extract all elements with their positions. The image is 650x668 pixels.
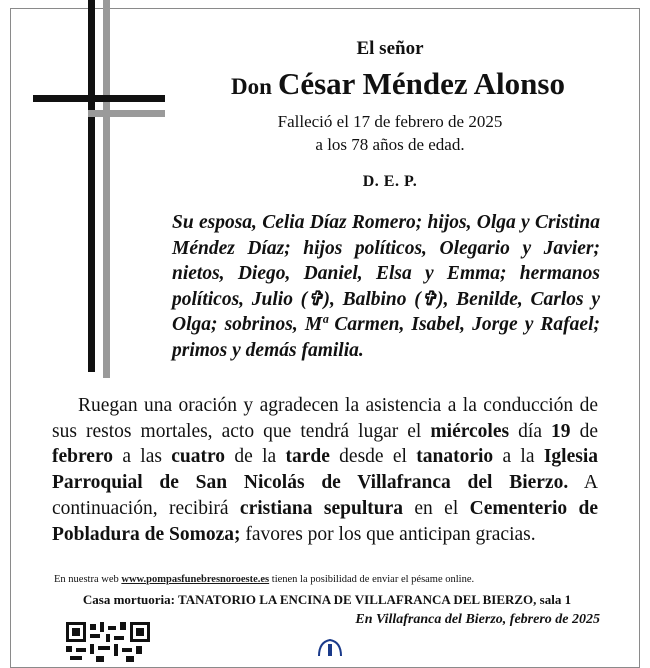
honorific: Don bbox=[231, 74, 272, 99]
mortuary-value: TANATORIO LA ENCINA DE VILLAFRANCA DEL BIERZO, sala 1 bbox=[178, 592, 572, 607]
condolence-web-note: En nuestra web www.pompasfunebresnoroeste.es tienen la posibilidad de enviar el pésame online. bbox=[54, 574, 475, 585]
intro-text: El señor bbox=[356, 38, 424, 59]
cross-vertical-gray bbox=[103, 0, 110, 378]
mortuary-info bbox=[54, 592, 600, 608]
website-link[interactable]: www.pompasfunebresnoroeste.es bbox=[121, 574, 270, 585]
date-of-death: Falleció el 17 de febrero de 2025 bbox=[277, 112, 503, 131]
place-and-date: En Villafranca del Bierzo, febrero de 2025 bbox=[355, 612, 600, 627]
cross-vertical-dark bbox=[88, 0, 95, 372]
qr-code-icon[interactable] bbox=[66, 622, 150, 662]
family-list: Su esposa, Celia Díaz Romero; hijos, Olga y Cristina Méndez Díaz; hijos políticos, Olegario y Javier; nietos, Diego, Daniel, Elsa y Emma; hermanos políticos, Julio (✞), Balbino (✞), Benilde, Carlos y Olga; sobrinos, Mª Carmen, Isabel, Jorge y Rafael; primos y demás familia. bbox=[172, 212, 600, 361]
rip-text: D. E. P. bbox=[362, 173, 418, 190]
cross-horizontal-dark bbox=[33, 95, 165, 102]
emblem-icon bbox=[315, 636, 345, 656]
cross-icon bbox=[0, 0, 170, 380]
service-details: Ruegan una oración y agradecen la asistencia a la conducción de sus restos mortales, acto que tendrá lugar el miércoles día 19 de febrero a las cuatro de la tarde desde el tanatorio a la Iglesia Parroquial de San Nicolás de Villafranca del Bierzo. A continuación, recibirá cristiana sepultura en el Cementerio de Pobladura de Somoza; favores por los que anticipan gracias. bbox=[52, 395, 599, 545]
cross-horizontal-gray bbox=[88, 110, 165, 117]
deceased-name bbox=[186, 66, 610, 102]
deceased-full-name: César Méndez Alonso bbox=[277, 66, 565, 101]
age-at-death: a los 78 años de edad. bbox=[315, 135, 465, 154]
mortuary-label: Casa mortuoria: bbox=[82, 592, 175, 607]
